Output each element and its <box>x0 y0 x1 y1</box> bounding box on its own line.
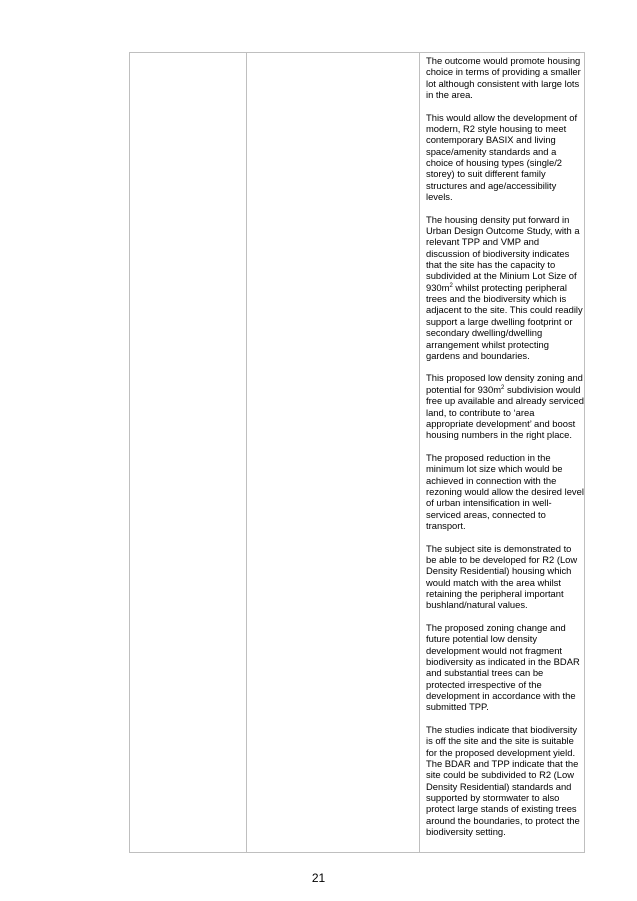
paragraph: This would allow the development of modern, R2 style housing to meet contemporary BASIX and living space/amenity standards and a choice of housing types (single/2 storey) to suit different family structures and age/accessibility levels. <box>426 111 578 203</box>
table-cell-text <box>426 55 584 837</box>
paragraph: The proposed reduction in the minimum lot size which would be achieved in connection with the rezoning would allow the desired level of urban intensification in well-serviced areas, connected to transport. <box>426 451 584 531</box>
column-divider <box>246 53 247 852</box>
superscript: 2 <box>501 384 505 391</box>
paragraph: The subject site is demonstrated to be able to be developed for R2 (Low Density Residential) housing which would match with the area whilst retaining the peripheral important bushland/natural values. <box>426 542 578 611</box>
content-table <box>129 52 585 853</box>
paragraph: The proposed zoning change and future potential low density development would not fragment biodiversity as indicated in the BDAR and substantial trees can be protected irrespective of the development in accordance with the submitted TPP. <box>426 621 580 713</box>
page-number: 21 <box>311 871 326 885</box>
paragraph: The studies indicate that biodiversity is off the site and the site is suitable for the proposed development yield. The BDAR and TPP indicate that the site could be subdivided to R2 (Low Density Residential) standards and supported by stormwater to also protect large stands of existing trees around the boundaries, to protect the biodiversity setting. <box>426 723 580 838</box>
column-divider <box>419 53 420 852</box>
paragraph: The housing density put forward in Urban Design Outcome Study, with a relevant TPP and VMP and discussion of biodiversity indicates that the site has the capacity to subdivided at the Minium Lot Size of $930m^2$ whilst protecting peripheral trees and the biodiversity which is adjacent to the site. This could readily support a large dwelling footprint or secondary dwelling/dwelling arrangement whilst protecting gardens and boundaries. <box>426 213 583 361</box>
paragraph: This proposed low density zoning and potential for $930m^2$ subdivision would free up available and already serviced land, to contribute to ‘area appropriate development’ and boost housing numbers in the right place. <box>426 372 584 441</box>
paragraph: The outcome would promote housing choice in terms of providing a smaller lot although consistent with large lots in the area. <box>426 55 581 101</box>
superscript: 2 <box>449 282 453 289</box>
